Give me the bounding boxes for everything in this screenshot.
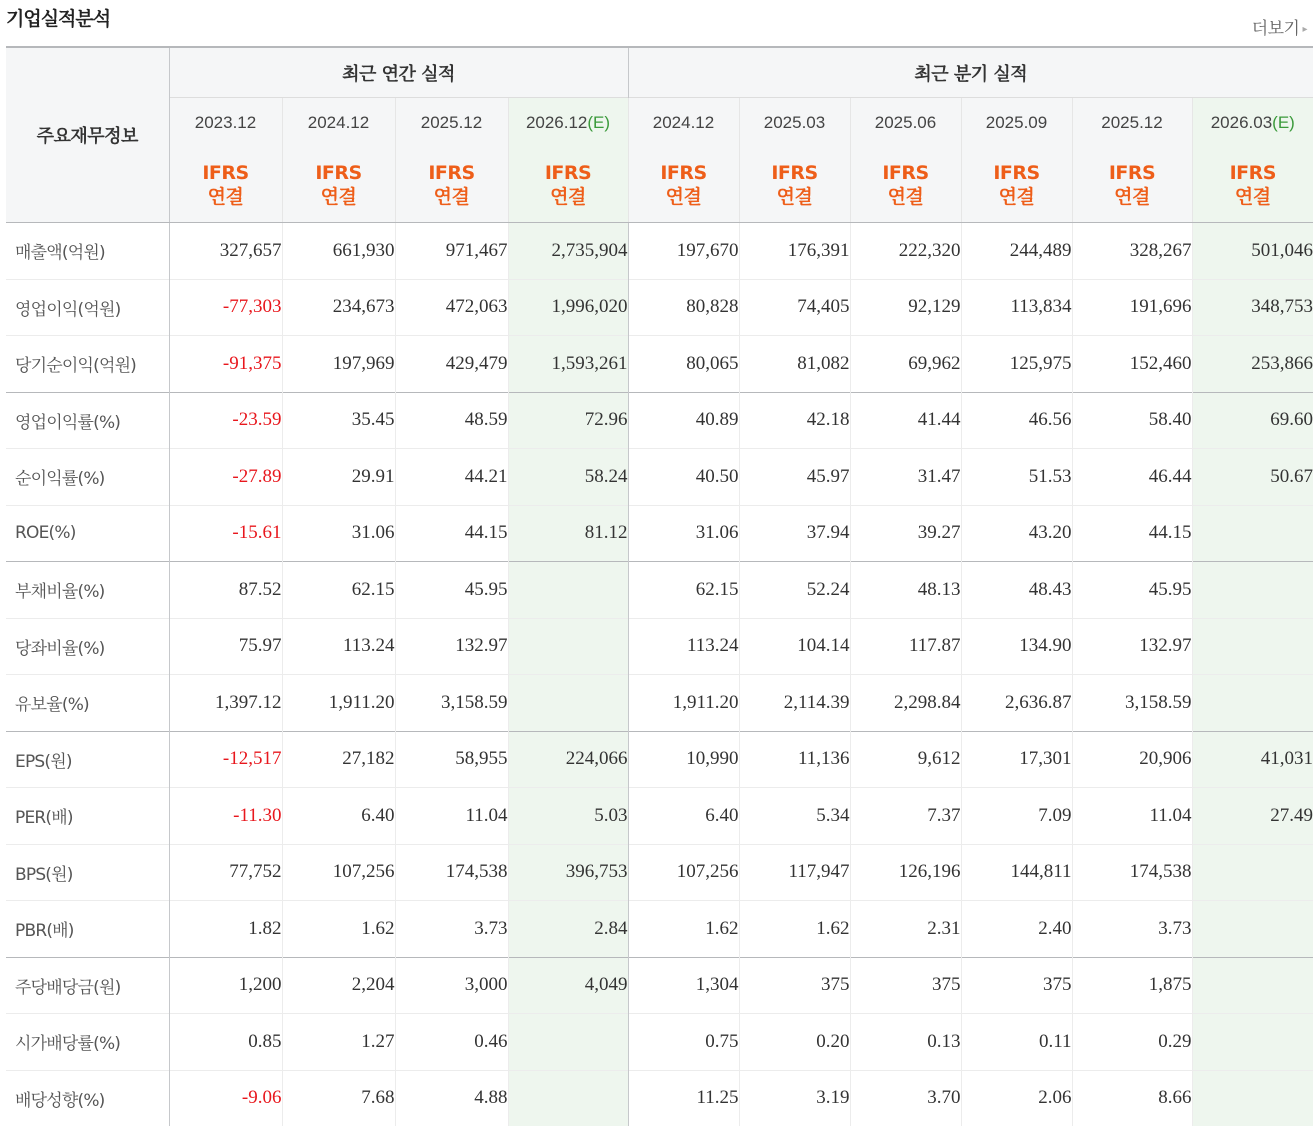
table-cell: 1.62 [282,901,395,958]
table-cell: 58.24 [508,449,628,506]
accounting-standard-header [739,147,850,223]
row-label: 매출액(억원) [6,223,169,280]
table-cell: 125,975 [961,336,1072,393]
consolidation-label: 연결 [740,185,850,209]
period-label: 2025.03 [764,113,825,132]
accounting-standard-header [850,147,961,223]
consolidation-label: 연결 [170,185,282,209]
table-cell: 107,256 [628,844,739,901]
table-cell: 48.59 [395,392,508,449]
table-cell: 661,930 [282,223,395,280]
table-cell: 1,875 [1072,957,1192,1014]
table-cell [1192,844,1313,901]
table-cell: 45.95 [395,562,508,619]
table-cell: 58,955 [395,731,508,788]
table-cell: 2.40 [961,901,1072,958]
table-cell: 117.87 [850,618,961,675]
table-cell: 132.97 [1072,618,1192,675]
table-cell: 197,969 [282,336,395,393]
table-cell: 11.25 [628,1070,739,1126]
section-header [0,0,1315,46]
period-label: 2024.12 [308,113,369,132]
period-label: 2025.12 [1101,113,1162,132]
table-cell: 0.29 [1072,1014,1192,1071]
table-cell: 6.40 [628,788,739,845]
period-label: 2024.12 [653,113,714,132]
period-header [850,98,961,148]
table-cell: 107,256 [282,844,395,901]
period-label: 2023.12 [195,113,256,132]
estimate-mark: (E) [587,113,610,132]
table-cell: 1,911.20 [628,675,739,732]
table-cell [1192,675,1313,732]
period-header [739,98,850,148]
consolidation-label: 연결 [629,185,739,209]
table-row [6,505,1313,562]
table-cell: 0.11 [961,1014,1072,1071]
table-cell: 1.62 [628,901,739,958]
table-row [6,1014,1313,1071]
row-label: 배당성향(%) [6,1070,169,1126]
table-cell [508,1014,628,1071]
table-cell: 17,301 [961,731,1072,788]
table-cell: 46.56 [961,392,1072,449]
table-cell: 174,538 [1072,844,1192,901]
period-header [628,98,739,148]
table-cell: 3,158.59 [395,675,508,732]
table-row [6,844,1313,901]
row-label: PER(배) [6,788,169,845]
table-cell: -23.59 [169,392,282,449]
table-row [6,336,1313,393]
table-cell: -27.89 [169,449,282,506]
table-cell: 31.47 [850,449,961,506]
table-cell: 222,320 [850,223,961,280]
table-cell: 80,065 [628,336,739,393]
row-label: BPS(원) [6,844,169,901]
consolidation-label: 연결 [283,185,395,209]
table-cell: 234,673 [282,279,395,336]
financial-summary-table [6,46,1313,1126]
table-row [6,957,1313,1014]
table-cell: 2,298.84 [850,675,961,732]
accounting-standard-label: IFRS [740,161,850,185]
table-cell: 2,204 [282,957,395,1014]
table-cell: 7.37 [850,788,961,845]
period-header [961,98,1072,148]
period-label: 2025.06 [875,113,936,132]
table-cell: 43.20 [961,505,1072,562]
table-cell: 80,828 [628,279,739,336]
consolidation-label: 연결 [962,185,1072,209]
table-cell: 27,182 [282,731,395,788]
table-cell: 92,129 [850,279,961,336]
table-cell: 11.04 [395,788,508,845]
table-cell: 3.73 [395,901,508,958]
table-cell [508,1070,628,1126]
consolidation-label: 연결 [851,185,961,209]
period-label: 2025.09 [986,113,1047,132]
consolidation-label: 연결 [509,185,628,209]
row-label: 부채비율(%) [6,562,169,619]
table-row [6,901,1313,958]
table-cell: 375 [850,957,961,1014]
table-cell: 3.19 [739,1070,850,1126]
table-cell: 327,657 [169,223,282,280]
row-label: 주당배당금(원) [6,957,169,1014]
table-cell: 7.68 [282,1070,395,1126]
table-cell: 1,911.20 [282,675,395,732]
table-cell [508,618,628,675]
table-cell: 40.50 [628,449,739,506]
accounting-standard-header [508,147,628,223]
table-cell: 5.34 [739,788,850,845]
period-header [395,98,508,148]
table-cell: 44.15 [1072,505,1192,562]
accounting-standard-label: IFRS [509,161,628,185]
table-cell: 81.12 [508,505,628,562]
table-cell: 62.15 [282,562,395,619]
table-cell: 44.15 [395,505,508,562]
accounting-header-row [6,147,1313,223]
table-cell: 11.04 [1072,788,1192,845]
table-cell: 10,990 [628,731,739,788]
table-cell: 3,158.59 [1072,675,1192,732]
table-cell [1192,505,1313,562]
table-cell: 35.45 [282,392,395,449]
table-cell: 2.84 [508,901,628,958]
table-cell: 971,467 [395,223,508,280]
accounting-standard-header [282,147,395,223]
table-cell: 45.97 [739,449,850,506]
table-row [6,618,1313,675]
table-cell: 8.66 [1072,1070,1192,1126]
table-cell: 41,031 [1192,731,1313,788]
table-cell: 375 [961,957,1072,1014]
table-cell: 39.27 [850,505,961,562]
table-cell: 0.13 [850,1014,961,1071]
table-cell [1192,1070,1313,1126]
table-cell: 104.14 [739,618,850,675]
table-cell: 4,049 [508,957,628,1014]
table-row [6,788,1313,845]
table-cell [508,562,628,619]
accounting-standard-header [169,147,282,223]
table-cell: 31.06 [282,505,395,562]
row-label: PBR(배) [6,901,169,958]
table-cell: -11.30 [169,788,282,845]
table-cell: 0.85 [169,1014,282,1071]
table-cell: 1.27 [282,1014,395,1071]
accounting-standard-label: IFRS [170,161,282,185]
section-title: 기업실적분석 [6,4,110,31]
table-body [6,223,1313,1126]
table-cell: 375 [739,957,850,1014]
table-cell [1192,1014,1313,1071]
period-header [508,98,628,148]
table-cell: 52.24 [739,562,850,619]
table-cell: 1.62 [739,901,850,958]
period-header [282,98,395,148]
table-cell: 244,489 [961,223,1072,280]
accounting-standard-label: IFRS [1193,161,1314,185]
table-cell: 152,460 [1072,336,1192,393]
table-row [6,392,1313,449]
table-cell: 472,063 [395,279,508,336]
table-cell: 29.91 [282,449,395,506]
accounting-standard-label: IFRS [851,161,961,185]
accounting-standard-label: IFRS [396,161,508,185]
table-cell: -9.06 [169,1070,282,1126]
table-cell: 2.06 [961,1070,1072,1126]
row-label: ROE(%) [6,505,169,562]
row-label: 당좌비율(%) [6,618,169,675]
table-cell: -12,517 [169,731,282,788]
table-cell: -91,375 [169,336,282,393]
table-cell: 113,834 [961,279,1072,336]
table-cell: 253,866 [1192,336,1313,393]
table-cell: 126,196 [850,844,961,901]
table-cell: 0.46 [395,1014,508,1071]
accounting-standard-header [1192,147,1313,223]
table-cell: 1,304 [628,957,739,1014]
period-label: 2025.12 [421,113,482,132]
table-cell: 81,082 [739,336,850,393]
accounting-standard-label: IFRS [962,161,1072,185]
table-cell: 3,000 [395,957,508,1014]
table-cell: 197,670 [628,223,739,280]
table-cell: 2.31 [850,901,961,958]
table-cell: 44.21 [395,449,508,506]
table-cell: 429,479 [395,336,508,393]
accounting-standard-label: IFRS [283,161,395,185]
table-cell: 7.09 [961,788,1072,845]
table-cell: 0.75 [628,1014,739,1071]
accounting-standard-label: IFRS [629,161,739,185]
table-row [6,449,1313,506]
table-cell: 3.70 [850,1070,961,1126]
table-cell: 37.94 [739,505,850,562]
table-cell: 11,136 [739,731,850,788]
table-cell: 69.60 [1192,392,1313,449]
consolidation-label: 연결 [1193,185,1314,209]
table-cell [508,675,628,732]
column-group-quarterly: 최근 분기 실적 [628,47,1313,98]
table-cell: 3.73 [1072,901,1192,958]
table-cell: 48.13 [850,562,961,619]
table-cell: 6.40 [282,788,395,845]
table-cell: 69,962 [850,336,961,393]
table-cell: 2,636.87 [961,675,1072,732]
table-cell: 1,397.12 [169,675,282,732]
table-row [6,223,1313,280]
row-label: 영업이익(억원) [6,279,169,336]
table-cell: 31.06 [628,505,739,562]
accounting-standard-header [1072,147,1192,223]
table-cell [1192,901,1313,958]
table-cell: 2,735,904 [508,223,628,280]
table-row [6,731,1313,788]
period-header [1072,98,1192,148]
row-label: 순이익률(%) [6,449,169,506]
table-cell: 113.24 [628,618,739,675]
table-cell: 9,612 [850,731,961,788]
consolidation-label: 연결 [1073,185,1192,209]
table-cell: 87.52 [169,562,282,619]
row-label: 당기순이익(억원) [6,336,169,393]
estimate-mark: (E) [1272,113,1295,132]
row-label: 시가배당률(%) [6,1014,169,1071]
row-label: 영업이익률(%) [6,392,169,449]
more-link[interactable] [1252,14,1307,39]
table-cell: 48.43 [961,562,1072,619]
table-cell: 75.97 [169,618,282,675]
table-cell: 1,996,020 [508,279,628,336]
table-cell: 50.67 [1192,449,1313,506]
table-cell: 4.88 [395,1070,508,1126]
table-cell: 117,947 [739,844,850,901]
consolidation-label: 연결 [396,185,508,209]
accounting-standard-label: IFRS [1073,161,1192,185]
period-label: 2026.12 [526,113,587,132]
table-cell: 77,752 [169,844,282,901]
table-cell: 42.18 [739,392,850,449]
table-cell: 1.82 [169,901,282,958]
table-cell: 0.20 [739,1014,850,1071]
table-cell: 58.40 [1072,392,1192,449]
table-cell [1192,618,1313,675]
table-cell: 1,593,261 [508,336,628,393]
table-cell: 51.53 [961,449,1072,506]
row-label: 유보율(%) [6,675,169,732]
table-cell: 176,391 [739,223,850,280]
table-cell: 62.15 [628,562,739,619]
chevron-right-icon: ▸ [1302,24,1307,35]
column-header-main-financials: 주요재무정보 [6,47,169,223]
table-cell: 45.95 [1072,562,1192,619]
table-row [6,562,1313,619]
table-cell: 41.44 [850,392,961,449]
period-header [1192,98,1313,148]
table-cell: 74,405 [739,279,850,336]
table-cell: 328,267 [1072,223,1192,280]
table-cell: 134.90 [961,618,1072,675]
accounting-standard-header [628,147,739,223]
table-cell: 20,906 [1072,731,1192,788]
table-cell: 46.44 [1072,449,1192,506]
table-cell: 348,753 [1192,279,1313,336]
more-link-label: 더보기 [1252,19,1300,39]
table-cell: 224,066 [508,731,628,788]
table-cell: -15.61 [169,505,282,562]
table-cell: 396,753 [508,844,628,901]
accounting-standard-header [395,147,508,223]
table-cell: 27.49 [1192,788,1313,845]
table-cell: 191,696 [1072,279,1192,336]
table-cell: 132.97 [395,618,508,675]
table-row [6,279,1313,336]
row-label: EPS(원) [6,731,169,788]
table-cell [1192,562,1313,619]
table-cell: 144,811 [961,844,1072,901]
table-cell: 113.24 [282,618,395,675]
table-cell [1192,957,1313,1014]
period-header [169,98,282,148]
table-cell: 2,114.39 [739,675,850,732]
table-cell: -77,303 [169,279,282,336]
column-group-annual: 최근 연간 실적 [169,47,628,98]
period-header-row [6,98,1313,148]
table-cell: 40.89 [628,392,739,449]
period-label: 2026.03 [1211,113,1272,132]
table-cell: 501,046 [1192,223,1313,280]
accounting-standard-header [961,147,1072,223]
table-cell: 5.03 [508,788,628,845]
table-cell: 72.96 [508,392,628,449]
table-cell: 174,538 [395,844,508,901]
table-row [6,1070,1313,1126]
table-cell: 1,200 [169,957,282,1014]
table-row [6,675,1313,732]
